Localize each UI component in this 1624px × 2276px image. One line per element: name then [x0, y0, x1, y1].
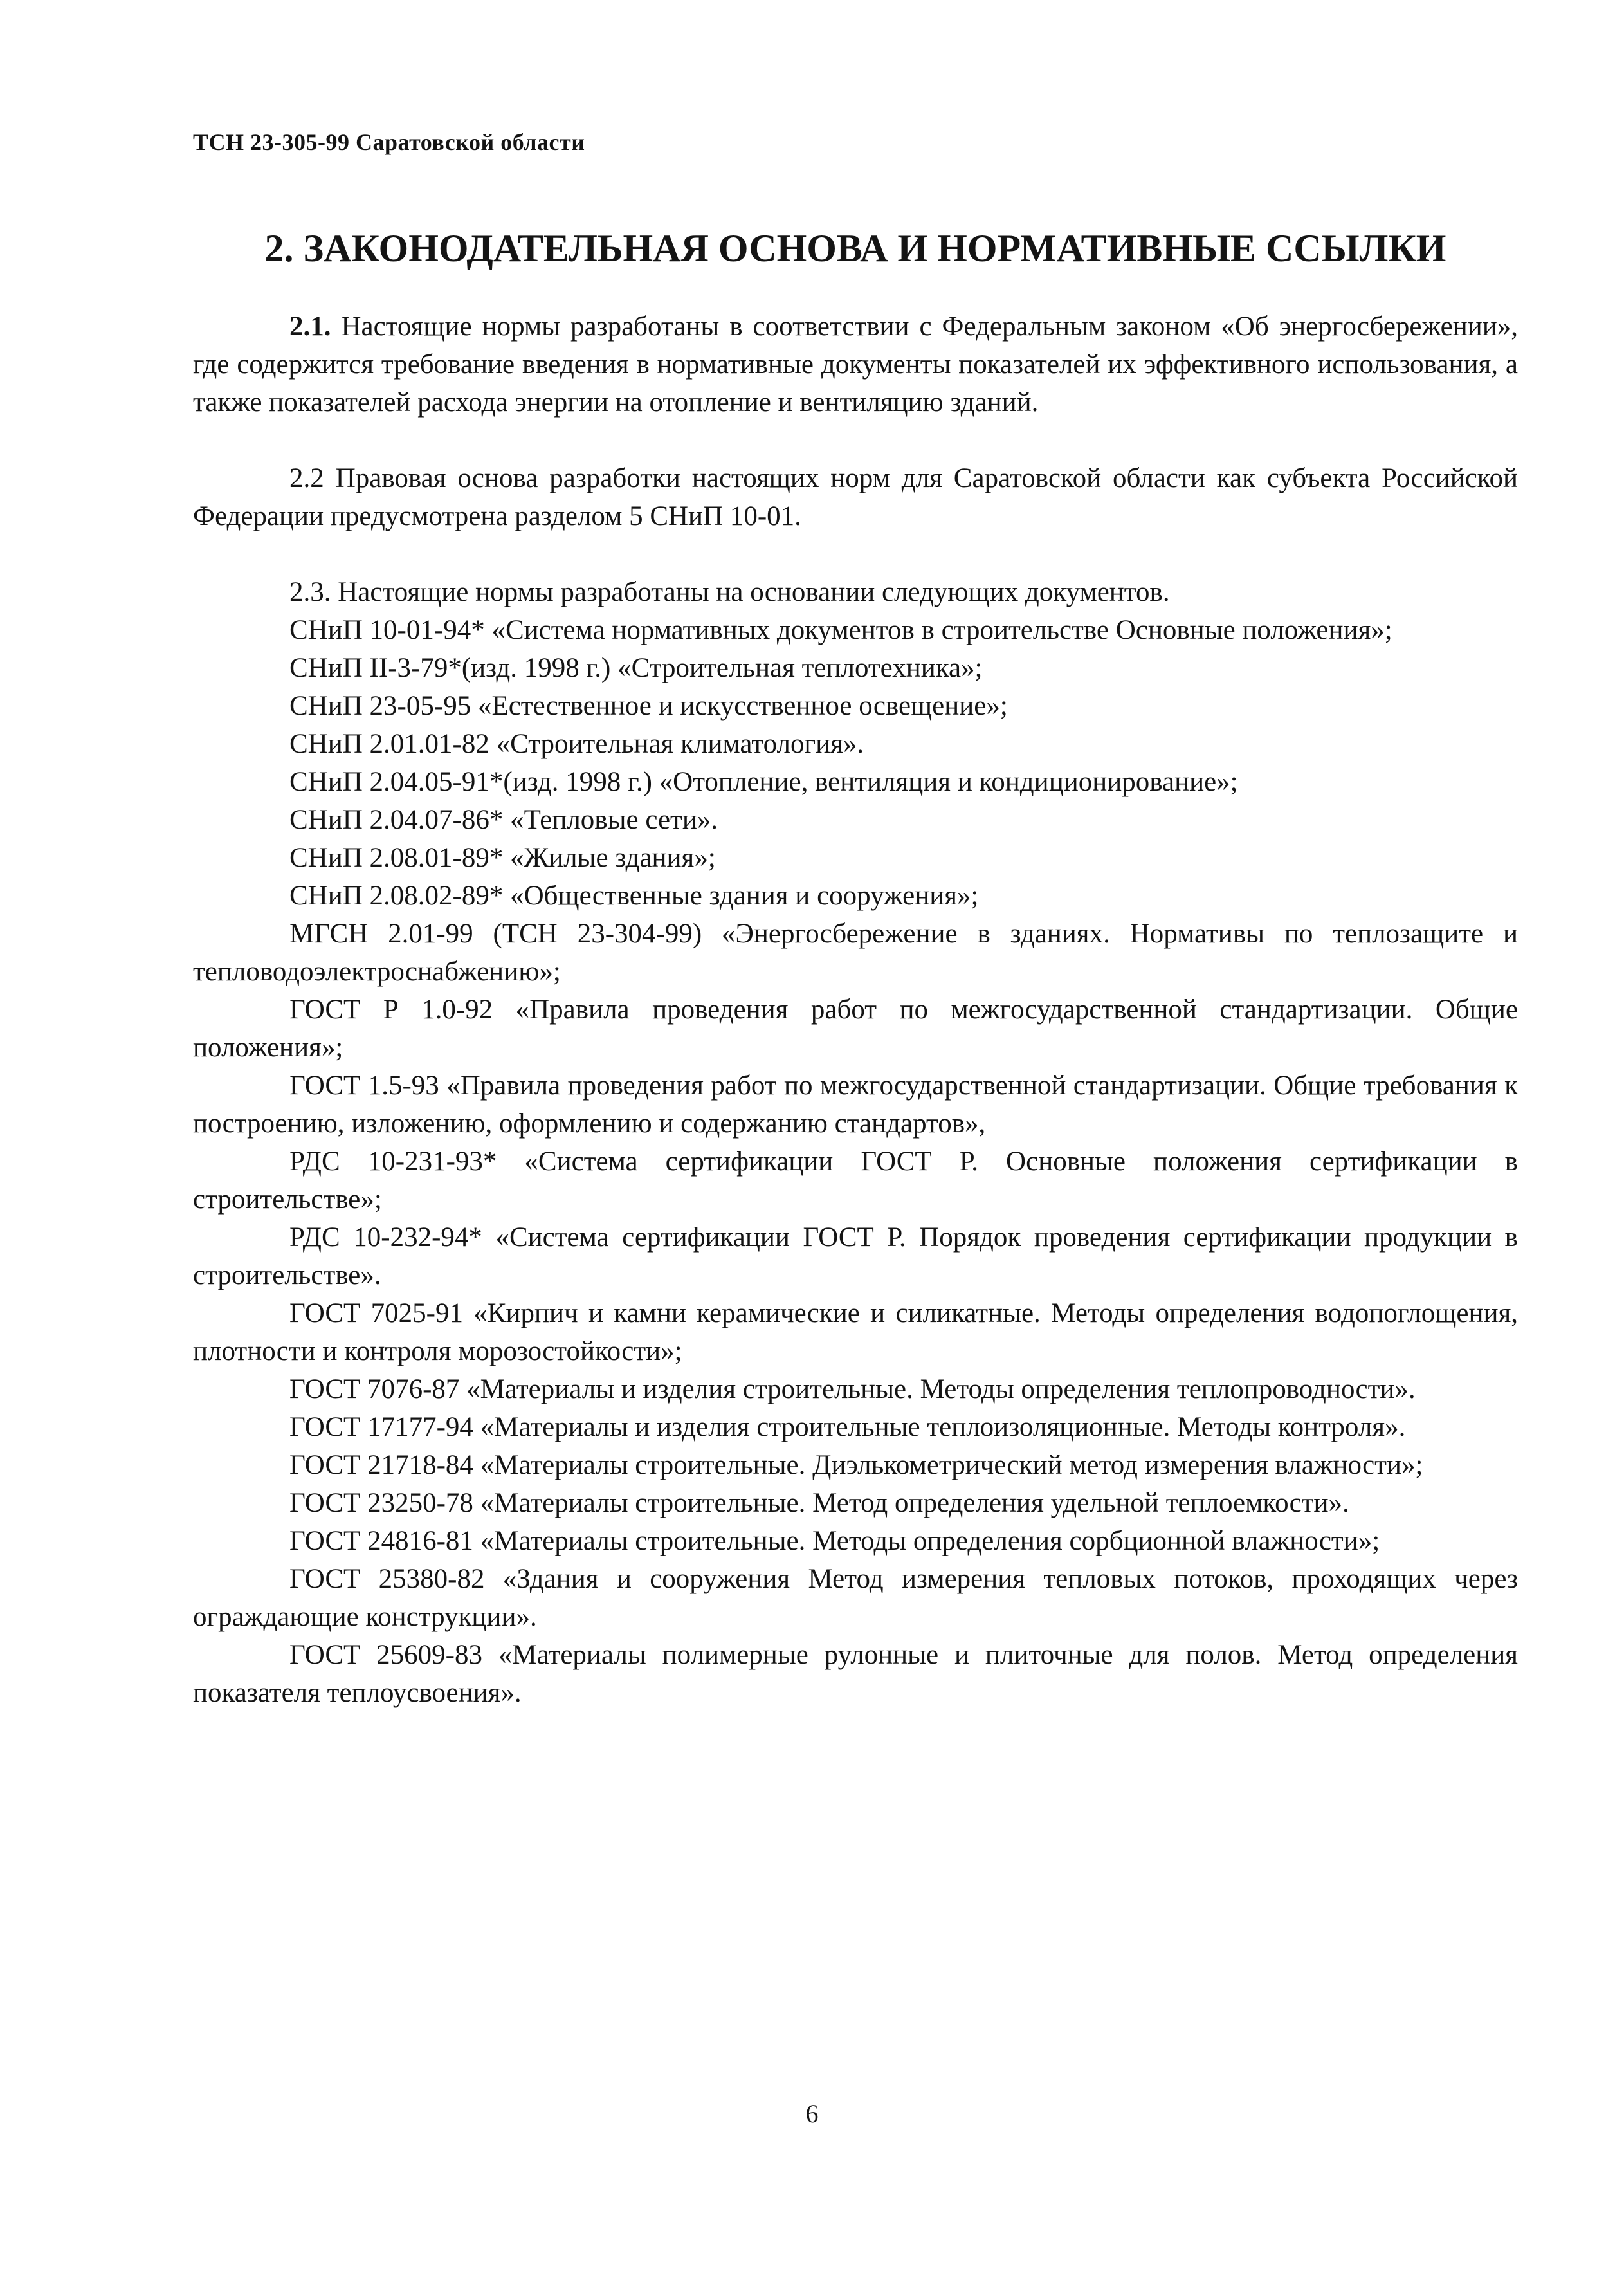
paragraph-number: 2.1. — [289, 311, 331, 342]
document-body — [193, 307, 1518, 1712]
paragraph-text: Настоящие нормы разработаны на основании следующих документов. — [338, 577, 1170, 607]
page-number: 6 — [805, 2099, 819, 2128]
paragraph-2-3 — [193, 573, 1518, 611]
reference-item: СНиП 2.08.02-89* «Общественные здания и сооружения»; — [289, 881, 979, 911]
paragraph-text: Правовая основа разработки настоящих норм для Саратовской области как субъекта Российской Федерации предусмотрена разделом 5 СНиП 10-01. — [193, 463, 1519, 531]
reference-item: ГОСТ 25380-82 «Здания и сооружения Метод измерения тепловых потоков, проходящих через ограждающие конструкции». — [193, 1564, 1518, 1632]
reference-item: ГОСТ 7076-87 «Материалы и изделия строительные. Методы определения теплопроводности». — [289, 1374, 1416, 1404]
reference-item: ГОСТ Р 1.0-92 «Правила проведения работ по межгосударственной стандартизации. Общие положения»; — [193, 995, 1518, 1063]
reference-item: СНиП 2.01.01-82 «Строительная климатология». — [289, 729, 864, 759]
paragraph-text: Настоящие нормы разработаны в соответствии с Федеральным законом «Об энергосбережении», где содержится требование введения в нормативные документы показателей их эффективного использования, а также показателей расхода энергии на отопление и вентиляцию зданий. — [193, 311, 1519, 418]
reference-item: ГОСТ 23250-78 «Материалы строительные. Метод определения удельной теплоемкости». — [289, 1488, 1349, 1518]
reference-item: ГОСТ 25609-83 «Материалы полимерные рулонные и плиточные для полов. Метод определения показателя теплоусвоения». — [193, 1640, 1518, 1708]
paragraph-number: 2.3. — [289, 577, 331, 607]
paragraph-number: 2.2 — [289, 463, 324, 493]
reference-item: СНиП 2.08.01-89* «Жилые здания»; — [289, 843, 716, 873]
reference-item: СНиП II-3-79*(изд. 1998 г.) «Строительная теплотехника»; — [289, 653, 983, 683]
reference-item: СНиП 10-01-94* «Система нормативных документов в строительстве Основные положения»; — [289, 615, 1392, 645]
reference-item: РДС 10-231-93* «Система сертификации ГОСТ Р. Основные положения сертификации в строительстве»; — [193, 1146, 1518, 1215]
reference-item: ГОСТ 24816-81 «Материалы строительные. Методы определения сорбционной влажности»; — [289, 1526, 1380, 1556]
reference-item: ГОСТ 21718-84 «Материалы строительные. Диэлькометрический метод измерения влажности»; — [289, 1450, 1423, 1480]
reference-item: ГОСТ 17177-94 «Материалы и изделия строительные теплоизоляционные. Методы контроля». — [289, 1412, 1406, 1442]
reference-item: СНиП 2.04.05-91*(изд. 1998 г.) «Отопление, вентиляция и кондиционирование»; — [289, 767, 1238, 797]
reference-list — [193, 611, 1518, 1712]
reference-item: СНиП 23-05-95 «Естественное и искусственное освещение»; — [289, 691, 1008, 721]
reference-item: СНиП 2.04.07-86* «Тепловые сети». — [289, 805, 718, 835]
reference-item: ГОСТ 1.5-93 «Правила проведения работ по межгосударственной стандартизации. Общие требования к построению, изложению, оформлению и содержанию стандартов», — [193, 1070, 1518, 1139]
reference-item: МГСН 2.01-99 (ТСН 23-304-99) «Энергосбережение в зданиях. Нормативы по теплозащите и тепловодоэлектроснабжению»; — [193, 919, 1518, 987]
paragraph-2-2 — [193, 459, 1518, 535]
running-header: ТСН 23-305-99 Саратовской области — [193, 129, 585, 155]
section-title: 2. ЗАКОНОДАТЕЛЬНАЯ ОСНОВА И НОРМАТИВНЫЕ ССЫЛКИ — [264, 227, 1446, 270]
reference-item: ГОСТ 7025-91 «Кирпич и камни керамические и силикатные. Методы определения водопоглощения, плотности и контроля морозостойкости»; — [193, 1298, 1518, 1366]
paragraph-2-1 — [193, 307, 1518, 421]
reference-item: РДС 10-232-94* «Система сертификации ГОСТ Р. Порядок проведения сертификации продукции в строительстве». — [193, 1222, 1518, 1290]
